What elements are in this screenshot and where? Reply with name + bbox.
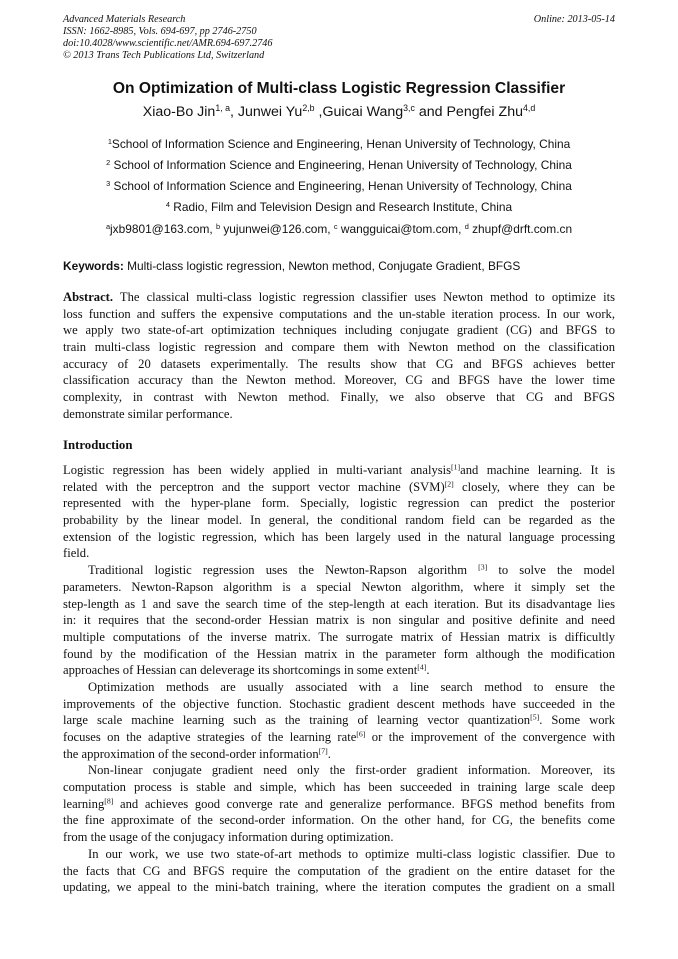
text-line — [63, 529, 615, 546]
text: updating, we appeal to the mini-batch training, where the iteration computes the gradient on a small — [63, 880, 615, 895]
affiliation-text: School of Information Science and Engineering, Henan University of Technology, China — [111, 137, 571, 151]
text: we apply two state-of-art optimization techniques including conjugate gradient (CG) and BFGS to — [63, 323, 615, 338]
text: field. — [63, 546, 90, 561]
text-line — [63, 462, 615, 479]
text: . Some work — [539, 713, 616, 728]
text-line — [63, 879, 615, 896]
text-line — [63, 479, 615, 496]
text-line — [63, 679, 615, 696]
separator: and — [414, 104, 447, 120]
introduction-body — [63, 462, 615, 896]
author-name: Junwei Yu — [237, 104, 303, 120]
email: wangguicai@tom.com, — [337, 222, 465, 236]
text-line — [63, 762, 615, 779]
affiliation-mark: 1 — [107, 136, 112, 146]
text: loss function and suffers the expensive computations and the un-stable iteration process. In our work, — [63, 306, 615, 321]
email: zhupf@drft.com.cn — [468, 222, 573, 236]
text: the approximation of the second-order information — [63, 746, 319, 761]
text: approaches of Hessian can deleverage its shortcomings in some extent — [63, 663, 418, 678]
text-line — [63, 495, 615, 512]
email: yujunwei@126.com, — [220, 222, 334, 236]
text: large scale machine learning such as the training of learning vector quantization — [63, 713, 531, 728]
paragraph — [63, 462, 615, 562]
text: Traditional logistic regression uses the Newton-Rapson algorithm — [88, 563, 479, 578]
citation: [6] — [356, 729, 366, 739]
paragraph — [63, 562, 615, 679]
text: or the improvement of the convergence with — [365, 730, 615, 744]
text: complexity, in contrast with Newton method. Finally, we also observe that CG and BFGS — [63, 390, 615, 405]
author-affiliation-mark: 1, a — [215, 103, 231, 114]
author-affiliation-mark: 2,b — [302, 103, 315, 114]
text-line — [63, 863, 615, 880]
affiliation-text: School of Information Science and Engineering, Henan University of Technology, China — [110, 158, 572, 172]
citation: [4] — [417, 662, 427, 672]
text-line — [63, 746, 615, 763]
text-line — [63, 729, 615, 746]
citation: [2] — [444, 479, 454, 489]
keywords-label: Keywords: — [63, 259, 124, 273]
text-line — [63, 846, 615, 863]
text: In our work, we use two state-of-art methods to optimize multi-class logistic classifier. Due to — [88, 846, 615, 861]
separator: , — [230, 104, 238, 120]
text: closely, where they can be — [453, 479, 615, 494]
text: probability by the linear model. In general, the conditional random field can be regarded as the — [63, 513, 615, 528]
affiliation-mark: 4 — [165, 199, 170, 209]
citation: [5] — [530, 713, 540, 723]
text-line — [63, 562, 615, 579]
abstract-label: Abstract. — [63, 290, 114, 304]
text-line — [63, 812, 615, 829]
text-line — [63, 512, 615, 529]
citation: [1] — [451, 462, 461, 472]
journal-name: Advanced Materials Research — [63, 14, 186, 25]
author-affiliation-mark: 3,c — [403, 103, 415, 114]
issn: ISSN: 1662-8985, Vols. 694-697, pp 2746-2750 — [63, 26, 257, 37]
text: and achieves good converge rate and generalize performance. BFGS method benefits from — [113, 796, 615, 811]
text: accuracy of 20 datasets experimentally. The results show that CG and BFGS achieves better — [63, 356, 615, 371]
affiliation — [0, 200, 678, 214]
text-line — [63, 829, 615, 846]
text: improvements of the objective function. Stochastic gradient descent methods have succeeded in the — [63, 696, 615, 711]
email-mark: a — [105, 221, 111, 231]
affiliation-mark: 2 — [106, 157, 111, 167]
text: the fine approximate of the second-order information. On the other hand, for CG, the benefits come — [63, 813, 615, 828]
text: represented with the hyper-plane form. Specially, logistic regression can predict the posterior — [63, 496, 615, 511]
text-line — [63, 596, 615, 613]
text: in: it requires that the second-order Hessian matrix is non singular and positive definite and need — [63, 613, 615, 628]
affiliation-text: School of Information Science and Engineering, Henan University of Technology, China — [110, 179, 572, 193]
copyright: © 2013 Trans Tech Publications Ltd, Switzerland — [63, 50, 265, 61]
doi: doi:10.4028/www.scientific.net/AMR.694-697.2746 — [63, 38, 273, 49]
text-line — [63, 545, 615, 562]
text: from the usage of the conjugacy information during optimization. — [63, 830, 394, 845]
author-name: Pengfei Zhu — [446, 104, 523, 120]
paragraph — [63, 846, 615, 896]
text-line — [63, 779, 615, 796]
text-line — [63, 662, 615, 679]
paper-title: On Optimization of Multi-class Logistic Regression Classifier — [112, 80, 566, 97]
email-mark: d — [464, 221, 469, 231]
keywords — [63, 259, 520, 273]
citation: [7] — [318, 746, 328, 756]
affiliation-mark: 3 — [106, 178, 111, 188]
text: related with the perceptron and the support vector machine (SVM) — [63, 479, 445, 494]
text-line — [63, 322, 615, 339]
text: multiple computations of the inverse matrix. The surrogate matrix of Hessian matrix is difficultly — [63, 629, 615, 644]
text-line — [63, 712, 615, 729]
text: classification accuracy than the Newton method. Moreover, CG and BFGS have the lower time — [63, 373, 615, 388]
text: . — [327, 746, 331, 761]
email-list — [0, 222, 678, 236]
email-mark: b — [215, 221, 221, 231]
text: learning — [63, 796, 105, 811]
separator: , — [314, 104, 323, 120]
text: Logistic regression has been widely applied in multi-variant analysis — [63, 463, 452, 477]
text: demonstrate similar performance. — [63, 406, 233, 421]
text-line — [63, 579, 615, 596]
text: Optimization methods are usually associated with a line search method to ensure the — [88, 679, 615, 694]
text: found by the modification of the Hessian matrix in the parameter form although the modification — [63, 646, 615, 661]
author-name: Guicai Wang — [322, 104, 404, 120]
keywords-text: Multi-class logistic regression, Newton method, Conjugate Gradient, BFGS — [123, 259, 521, 273]
text-line — [63, 796, 615, 813]
paragraph — [63, 679, 615, 762]
citation: [8] — [104, 796, 114, 806]
text: and machine learning. It is — [460, 463, 615, 477]
text: parameters. Newton-Rapson algorithm is a special Newton algorithm, where it simply set the — [63, 579, 615, 594]
text: train multi-class logistic regression and compare them with Newton method on the classification — [63, 340, 615, 355]
text: extension of the logistic regression, which has been largely used in the natural language processing — [63, 529, 615, 544]
text-line — [63, 696, 615, 713]
author-list — [0, 104, 678, 120]
affiliation — [0, 158, 678, 172]
abstract — [63, 289, 615, 423]
online-date: Online: 2013-05-14 — [533, 14, 615, 25]
text-line — [63, 372, 615, 389]
journal-header — [63, 14, 615, 62]
affiliation — [0, 137, 678, 151]
text: computation process is stable and simple, which has been succeeded in training large scale deep — [63, 780, 615, 795]
text-line — [63, 289, 615, 306]
text-line — [63, 306, 615, 323]
text-line — [63, 646, 615, 663]
citation: [3] — [478, 562, 488, 572]
text: to solve the model — [487, 563, 615, 578]
section-heading-introduction: Introduction — [63, 438, 133, 452]
text-line — [63, 356, 615, 373]
text: . — [426, 663, 430, 678]
text-line — [63, 389, 615, 406]
paragraph — [63, 762, 615, 845]
text: Non-linear conjugate gradient need only the first-order gradient information. Moreover, its — [88, 763, 615, 778]
text-line — [63, 612, 615, 629]
text: step-length as 1 and save the search time of the step-length at each iteration. But its disadvantage lies — [63, 596, 615, 611]
email: jxb9801@163.com, — [110, 222, 216, 236]
text-line — [63, 339, 615, 356]
affiliation — [0, 179, 678, 193]
text: The classical multi-class logistic regression classifier uses Newton method to optimize its — [113, 290, 615, 304]
email-mark: c — [333, 221, 338, 231]
affiliation-text: Radio, Film and Television Design and Research Institute, China — [169, 200, 513, 214]
text: focuses on the adaptive strategies of the learning rate — [63, 730, 357, 744]
author-name: Xiao-Bo Jin — [142, 104, 216, 120]
text-line — [63, 406, 615, 423]
text-line — [63, 629, 615, 646]
text: the facts that CG and BFGS require the computation of the gradient on the entire dataset for the — [63, 863, 615, 878]
author-affiliation-mark: 4,d — [522, 103, 536, 114]
